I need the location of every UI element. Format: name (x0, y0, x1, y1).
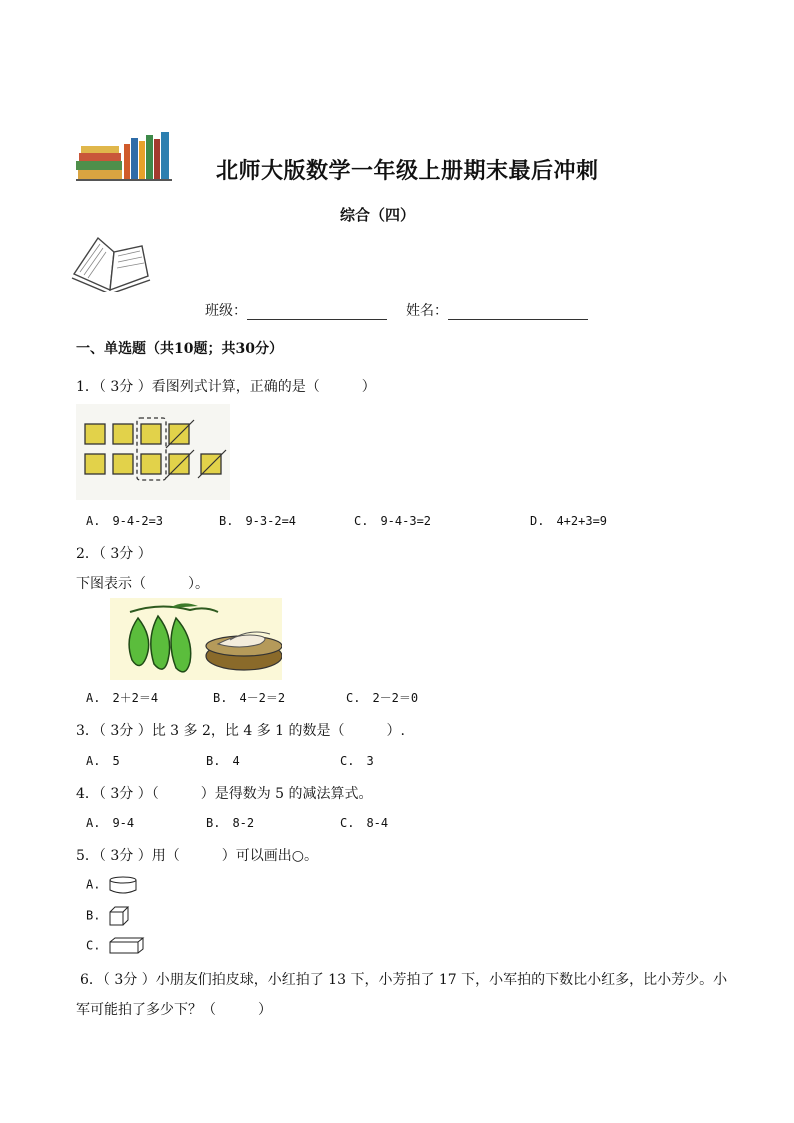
q3-option-b[interactable]: B. 4 (206, 754, 240, 768)
class-field[interactable] (205, 300, 387, 320)
books-icon (76, 130, 176, 182)
q2-option-b[interactable]: B. 4－2＝2 (213, 691, 286, 705)
q1-option-a[interactable]: A. 9-4-2=3 (86, 514, 164, 528)
q4-option-b[interactable]: B. 8-2 (206, 816, 255, 830)
q3-option-c[interactable]: C. 3 (340, 754, 374, 768)
name-label: 姓名： (406, 303, 448, 319)
cuboid-icon (108, 937, 146, 955)
q5-option-b[interactable]: B. (86, 906, 132, 926)
question-2: 2．（ 3分 ） (76, 546, 152, 562)
q1-option-d[interactable]: D. 4+2+3=9 (530, 514, 608, 528)
name-field[interactable] (406, 300, 588, 320)
section-title: 一、单选题（共10题；共30分） (76, 341, 283, 357)
q4-option-c[interactable]: C. 8-4 (340, 816, 389, 830)
q5-option-c[interactable]: C. (86, 937, 146, 955)
class-label: 班级： (205, 303, 247, 319)
peanuts-figure (110, 598, 282, 680)
question-2-line2: 下图表示（ ）。 (76, 576, 209, 592)
question-4: 4．（ 3分 ）（ ）是得数为 5 的减法算式。 (76, 786, 373, 802)
q5-option-a[interactable]: A. (86, 876, 138, 894)
q2-option-a[interactable]: A. 2＋2＝4 (86, 691, 159, 705)
cylinder-icon (108, 876, 138, 894)
name-blank[interactable] (448, 305, 588, 320)
q3-option-a[interactable]: A. 5 (86, 754, 120, 768)
q4-option-a[interactable]: A. 9-4 (86, 816, 135, 830)
question-3: 3．（ 3分 ）比 3 多 2，比 4 多 1 的数是（ ）. (76, 723, 405, 739)
cube-icon (108, 906, 132, 926)
question-1: 1．（ 3分 ）看图列式计算，正确的是（ ） (76, 379, 376, 395)
squares-figure (76, 404, 230, 500)
question-6-line2: 军可能拍了多少下？（ ） (76, 1002, 272, 1018)
q1-option-b[interactable]: B. 9-3-2=4 (219, 514, 297, 528)
open-book-icon (70, 234, 152, 292)
question-5: 5．（ 3分 ）用（ ）可以画出○。 (76, 848, 318, 864)
page-subtitle: 综合（四） (340, 206, 416, 224)
q1-option-c[interactable]: C. 9-4-3=2 (354, 514, 432, 528)
page-title: 北师大版数学一年级上册期末最后冲刺 (216, 158, 599, 184)
class-blank[interactable] (247, 305, 387, 320)
q2-option-c[interactable]: C. 2－2＝0 (346, 691, 419, 705)
question-6: 6．（ 3分 ）小朋友们拍皮球，小红拍了 13 下，小芳拍了 17 下，小军拍的下数比小红多，比小芳少。小 (80, 972, 728, 988)
